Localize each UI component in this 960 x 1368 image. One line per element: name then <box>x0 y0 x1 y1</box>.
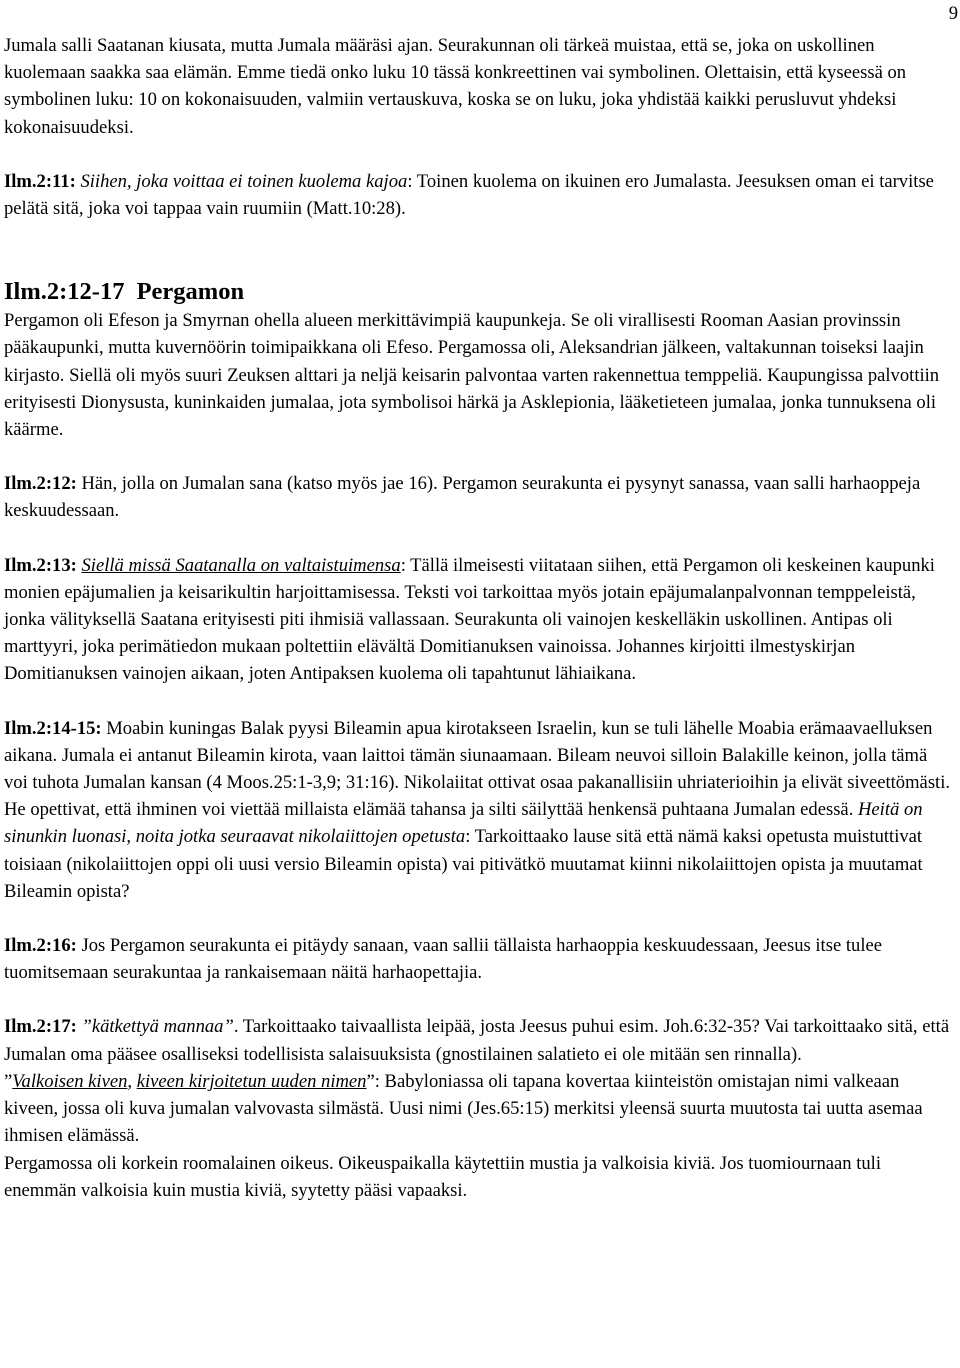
commentary-text: Jos Pergamon seurakunta ei pitäydy sanaan, vaan sallii tällaista harhaoppia keskuudessaan, Jeesus itse tulee tuomitsemaan seurakuntaa ja rankaisemaan näitä harhaopettajia. <box>4 935 882 984</box>
commentary-text: Hän, jolla on Jumalan sana (katso myös jae 16). Pergamon seurakunta ei pysynyt sanassa, vaan salli harhaoppeja keskuudessaan. <box>4 473 921 522</box>
paragraph-ilm-2-17 <box>4 1013 954 1067</box>
verse-reference: Ilm.2:13: <box>4 554 77 576</box>
commentary-text: : Babyloniassa oli tapana kovertaa kiinteistön omistajan nimi valkeaan kiveen, jossa oli kuva jumalan valvovasta silmästä. Uusi nimi (Jes.65:15) merkitsi yleensä suurta muutosta tai uutta asemaa ihmisen elämässä. <box>4 1070 923 1147</box>
commentary-text-continued: : Tarkoittaako lause sitä että nämä kaksi opetusta muistuttivat toisiaan (nikolaiittojen oppi oli uusi versio Bileamin opista) vai pitivätkö muutamat kiinni nikolaiittojen opista ja muutamat Bileamin opista? <box>4 826 923 902</box>
paragraph-ilm-2-12 <box>4 470 954 524</box>
verse-reference: Ilm.2:14-15: <box>4 717 102 739</box>
verse-reference: Ilm.2:12: <box>4 473 77 495</box>
verse-reference: Ilm.2:17: <box>4 1016 77 1038</box>
verse-quote-new-name: kiveen kirjoitetun uuden nimen <box>136 1070 367 1092</box>
quote-close-mark: ” <box>366 1070 375 1092</box>
commentary-text: : Toinen kuolema on ikuinen ero Jumalasta. Jeesuksen oman ei tarvitse pelätä sitä, joka voi tappaa vain ruumiin (Matt.10:28). <box>4 170 934 220</box>
commentary-text: Moabin kuningas Balak pyysi Bileamin apua kirotakseen Israelin, kun se tuli lähelle Moabia erämaavaelluksen aikana. Jumala ei antanut Bileamin kirota, vaan laittoi tämän siunaamaan. Bileam neuvoi silloin Balakille keinon, jolla tämä voi tuhota Jumalan kansan (4 Moos.25:1-3,9; 31:16). Nikolaiitat ottivat osaa pakanallisiin uhriaterioihin ja elivät siveettömästi. He opettivat, että ihminen voi viettää millaista elämää tahansa ja silti säilyttää henkensä puhtaana Jumalan edessä. <box>4 717 951 821</box>
paragraph-pergamon-intro: Pergamon oli Efeson ja Smyrnan ohella alueen merkittävimpiä kaupunkeja. Se oli virallisesti Rooman Aasian provinssin pääkaupunki, mutta kuvernöörin toimipaikkana oli Efeso. Pergamossa oli, Aleksandrian jälkeen, valtakunnan toiseksi laajin kirjasto. Siellä oli myös suuri Zeuksen alttari ja neljä keisarin palvontaa varten rakennettua temppeliä. Kaupungissa palvottiin erityisesti Dionysusta, kuninkaiden jumalaa, jota symbolisoi härkä ja Asklepionia, lääketieteen jumalaa, jonka tunnuksena oli käärme. <box>4 310 940 441</box>
verse-quote-white-stone: Valkoisen kiven <box>12 1070 128 1092</box>
verse-quote: Siihen, joka voittaa ei toinen kuolema kajoa <box>80 170 408 192</box>
paragraph-ilm-2-11 <box>4 168 954 222</box>
section-heading: Ilm.2:12-17 Pergamon <box>4 278 245 306</box>
paragraph-court: Pergamossa oli korkein roomalainen oikeus. Oikeuspaikalla käytettiin mustia ja valkoisia kiviä. Jos tuomiournaan tuli enemmän valkoisia kuin mustia kiviä, syytetty pääsi vapaaksi. <box>4 1152 882 1201</box>
verse-quote: Heitä on sinunkin luonasi, noita jotka seuraavat nikolaiittojen opetusta <box>4 799 923 848</box>
verse-reference: Ilm.2:11: <box>4 170 76 192</box>
quote-open-mark: ” <box>4 1070 13 1092</box>
verse-reference: Ilm.2:16: <box>4 935 77 957</box>
verse-quote: ”kätkettyä mannaa” <box>76 1016 234 1038</box>
paragraph-ilm-2-14-15 <box>4 715 954 905</box>
paragraph-intro: Jumala salli Saatanan kiusata, mutta Jumala määräsi ajan. Seurakunnan oli tärkeä muistaa, että se, joka on uskollinen kuolemaan saakka saa elämän. Emme tiedä onko luku 10 tässä konkreettinen vai symbolinen. Olettaisin, että kyseessä on symbolinen luku: 10 on kokonaisuuden, valmiin vertauskuva, koska se on luku, joka yhdistää kaikki perusluvut yhdeksi kokonaisuudeksi. <box>4 35 907 138</box>
paragraph-ilm-2-13 <box>4 552 954 688</box>
verse-quote: Siellä missä Saatanalla on valtaistuimensa <box>81 554 401 576</box>
page-number: 9 <box>948 3 958 24</box>
paragraph-ilm-2-16 <box>4 932 954 986</box>
quote-separator: , <box>127 1070 137 1092</box>
commentary-text: : Tällä ilmeisesti viitataan siihen, että Pergamon oli keskeinen kaupunki monien epäjumalien ja keisarikultin harjoittamisessa. Teksti voi tarkoittaa myös jotain epäjumalanpalvonnan temppeleistä, jonka välityksellä Saatana erityisesti piti ihmisiä vallassaan. Seurakunta oli vainojen keskelläkin uskollinen. Antipas oli marttyyri, joka perimätiedon mukaan poltettiin elävältä Domitianuksen vainoissa. Johannes kirjoitti ilmestyskirjan Domitianuksen vainojen aikaan, joten Antipaksen kuolema oli tapahtunut lähiaikana. <box>4 554 935 685</box>
document-body <box>4 32 954 1204</box>
commentary-text: . Tarkoittaako taivaallista leipää, josta Jeesus puhui esim. Joh.6:32-35? Vai tarkoittaako sitä, että Jumalan oma pääsee osalliseksi todellisista salaisuuksista (gnostilainen salatieto ei ole mitään sen rinnalla). <box>4 1016 950 1065</box>
paragraph-white-stone <box>4 1068 954 1150</box>
